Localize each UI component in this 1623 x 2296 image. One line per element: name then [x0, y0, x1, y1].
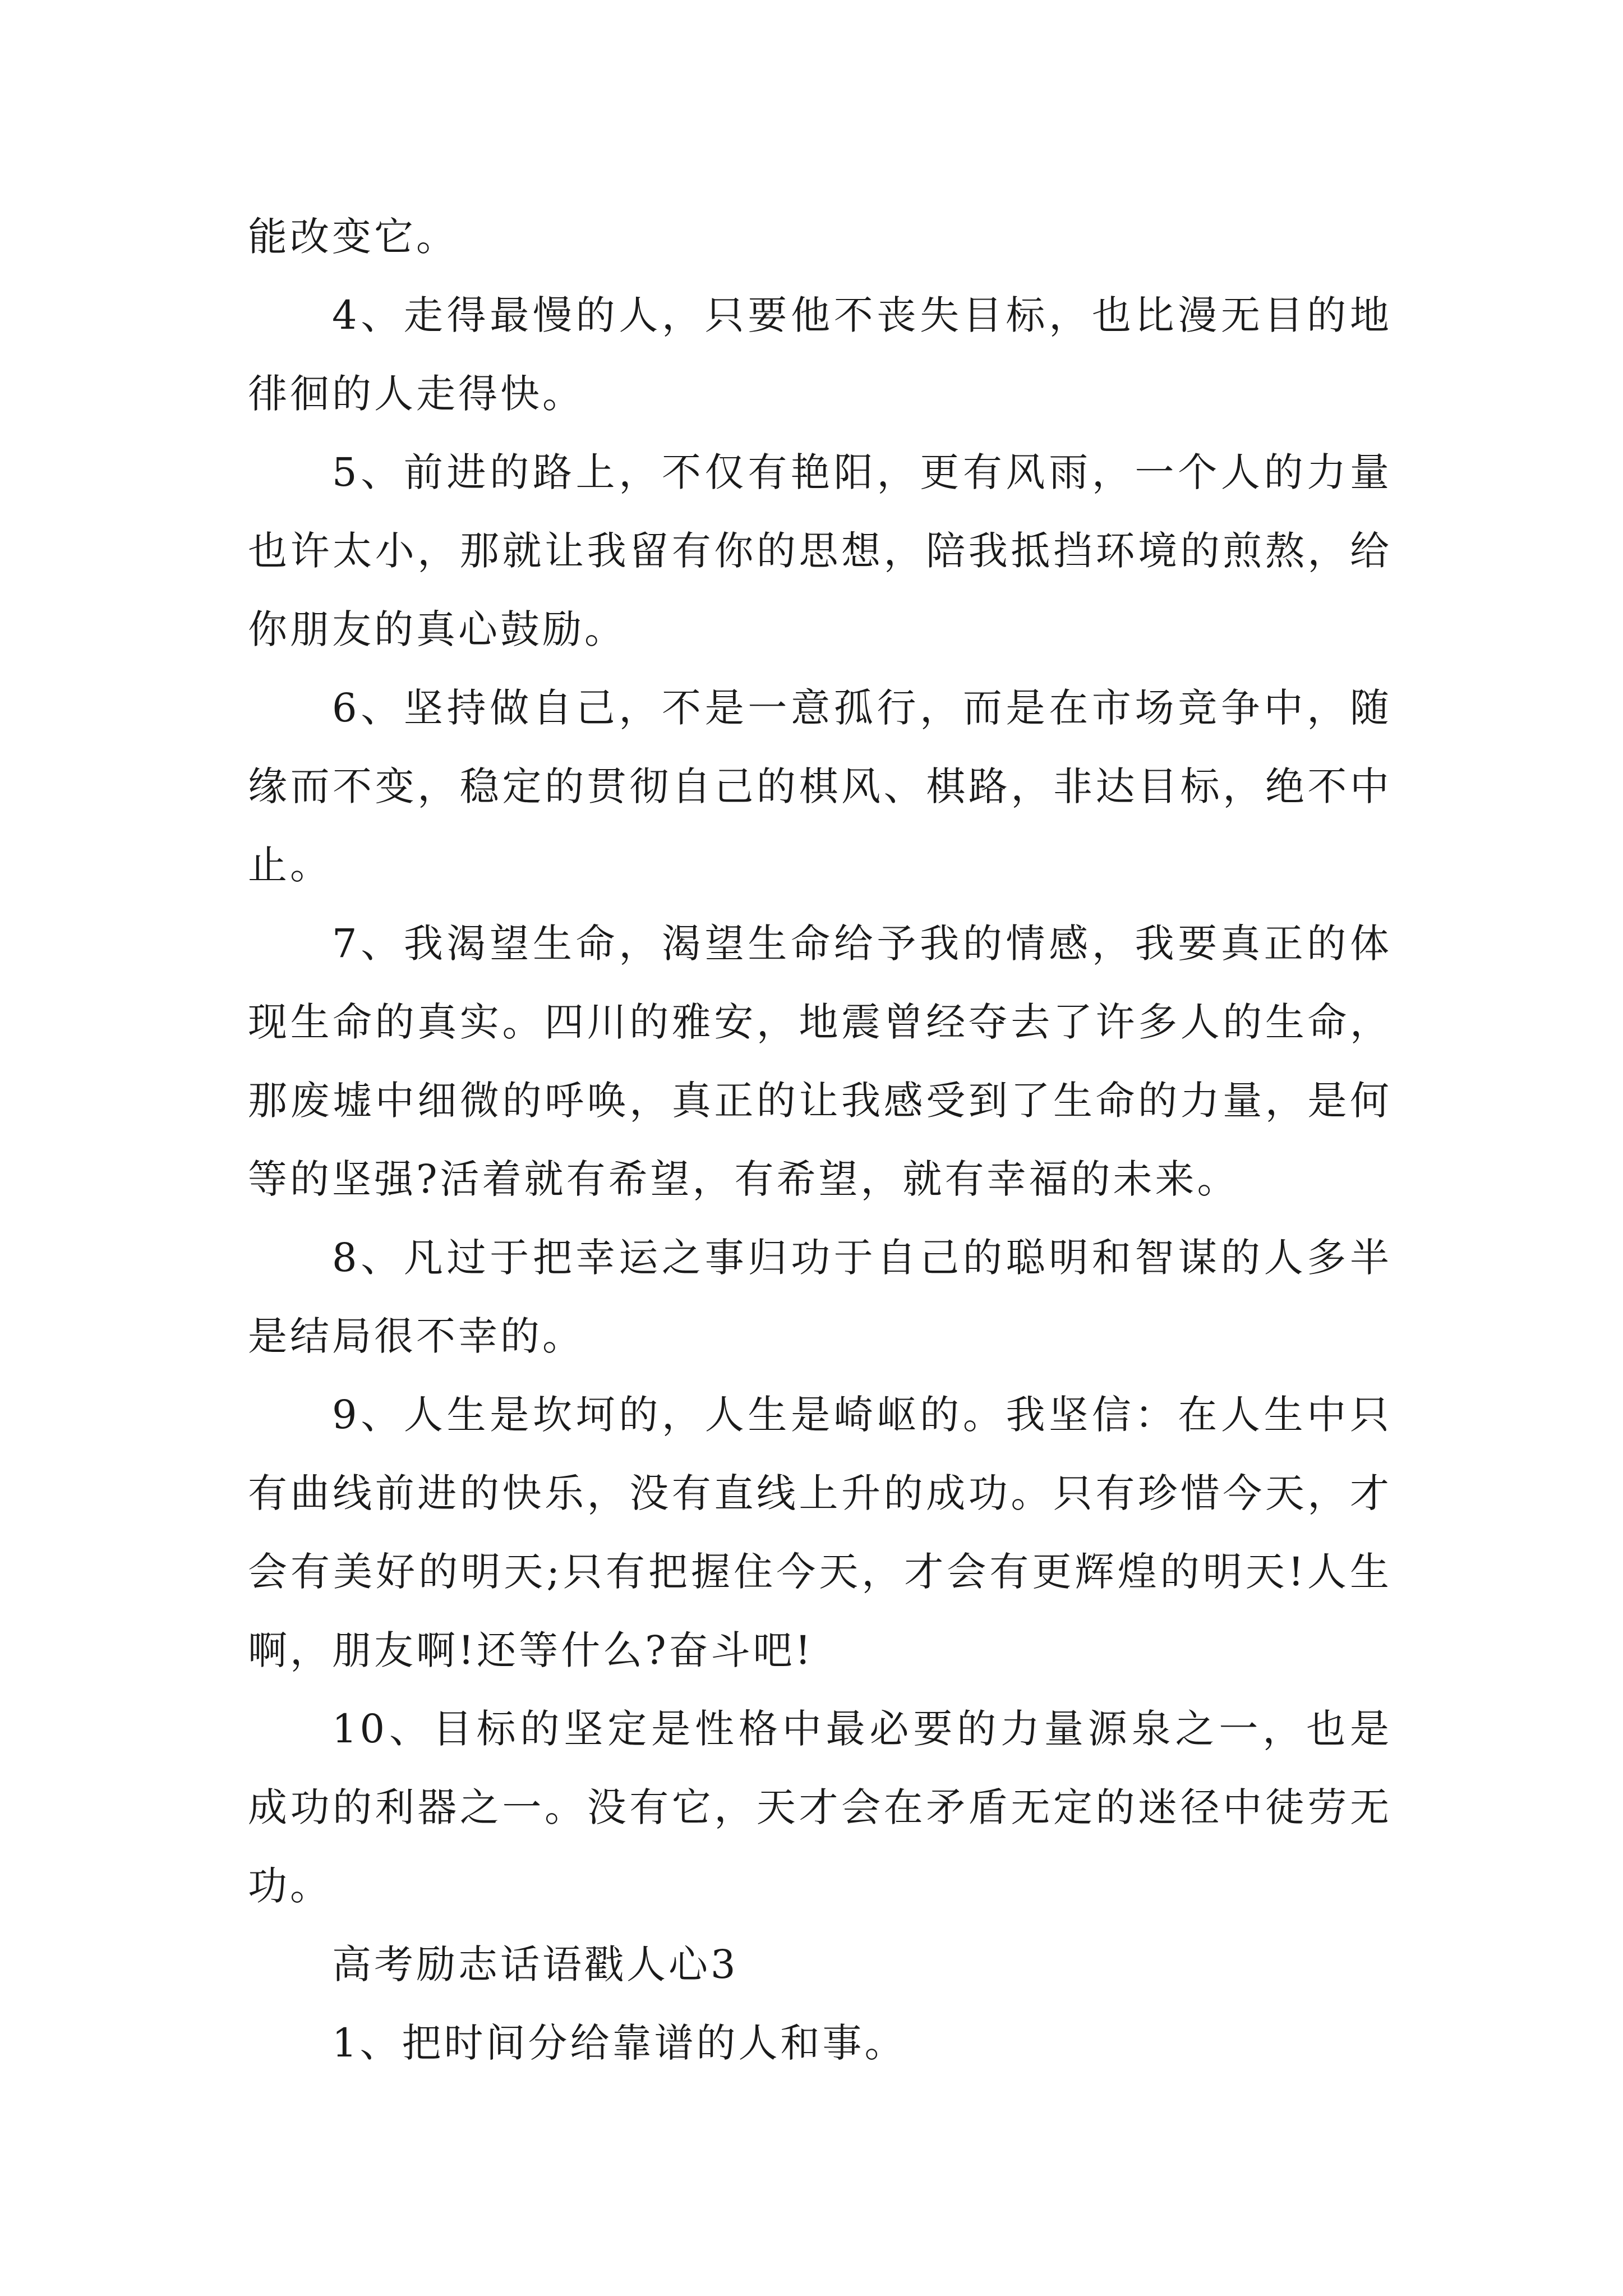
paragraph-item-5: 5、前进的路上，不仅有艳阳，更有风雨，一个人的力量也许太小，那就让我留有你的思想，陪我抵挡环境的煎熬，给你朋友的真心鼓励。: [248, 449, 1392, 652]
paragraph-item-4: 4、走得最慢的人，只要他不丧失目标，也比漫无目的地徘徊的人走得快。: [248, 292, 1392, 417]
paragraph-item-8: 8、凡过于把幸运之事归功于自己的聪明和智谋的人多半是结局很不幸的。: [248, 1235, 1392, 1359]
section-heading: 高考励志话语戳人心3: [332, 1941, 739, 1987]
section-item-1: 1、把时间分给靠谱的人和事。: [332, 2020, 907, 2066]
paragraph-item-10: 10、目标的坚定是性格中最必要的力量源泉之一，也是成功的利器之一。没有它，天才会在矛盾无定的迷径中徒劳无功。: [248, 1706, 1392, 1909]
document-body: [248, 197, 1392, 2082]
paragraph-item-9: 9、人生是坎坷的，人生是崎岖的。我坚信：在人生中只有曲线前进的快乐，没有直线上升的成功。只有珍惜今天，才会有美好的明天;只有把握住今天，才会有更辉煌的明天!人生啊，朋友啊!还等什么?奋斗吧!: [248, 1392, 1392, 1673]
paragraph-item-6: 6、坚持做自己，不是一意孤行，而是在市场竞争中，随缘而不变，稳定的贯彻自己的棋风、棋路，非达目标，绝不中止。: [248, 685, 1392, 888]
paragraph-item-7: 7、我渴望生命，渴望生命给予我的情感，我要真正的体现生命的真实。四川的雅安，地震曾经夺去了许多人的生命，那废墟中细微的呼唤，真正的让我感受到了生命的力量，是何等的坚强?活着就有希望，有希望，就有幸福的未来。: [248, 921, 1392, 1202]
paragraph-continuation: 能改变它。: [248, 214, 458, 260]
